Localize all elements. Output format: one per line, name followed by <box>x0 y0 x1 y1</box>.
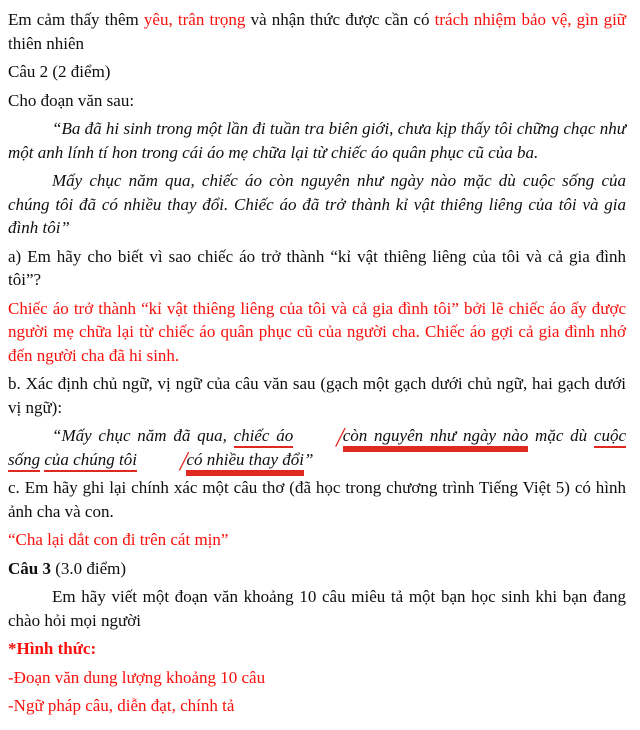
requirements-heading <box>8 637 626 661</box>
passage-paragraph-1 <box>8 117 626 164</box>
text-segment: (3.0 điểm) <box>50 558 127 578</box>
text-segment: Câu 2 (2 điểm) <box>8 62 111 81</box>
text-segment: Em hãy viết một đoạn văn khoảng 10 câu miêu tả một bạn học sinh khi bạn đang chào hỏi mọi người <box>8 587 626 630</box>
question-2b <box>8 372 626 419</box>
requirement-2 <box>8 694 626 718</box>
question-2a <box>8 245 626 292</box>
text-segment: “Mấy chục năm đã qua, <box>52 426 234 445</box>
text-segment: “Ba đã hi sinh trong một lần đi tuần tra biên giới, chưa kịp thấy tôi chững chạc như một anh lính tí hon trong cái áo mẹ chữa lại từ chiếc áo quân phục cũ của ba. <box>8 119 626 162</box>
document-body <box>8 8 626 718</box>
passage-paragraph-2 <box>8 169 626 240</box>
text-segment: cuộc sống <box>8 426 626 472</box>
text-segment: của chúng tôi <box>44 450 137 472</box>
text-segment: mặc dù <box>528 426 594 445</box>
text-segment: còn nguyên như ngày nào <box>343 426 529 448</box>
text-segment: ” <box>304 449 314 469</box>
answer-2c <box>8 528 626 552</box>
text-segment: có nhiều thay đổi <box>186 450 304 472</box>
text-segment: trách nhiệm bảo vệ, gìn giữ <box>434 10 627 29</box>
answer-2b-annotated-sentence: “Mấy chục năm đã qua, chiếc áo /còn nguyên như ngày nào mặc dù cuộc sống của chúng tôi /có nhiều thay đổi” <box>8 422 626 476</box>
requirement-1 <box>8 666 626 690</box>
passage-intro <box>8 89 626 113</box>
question-2-heading <box>8 60 626 84</box>
text-segment: -Ngữ pháp câu, diễn đạt, chính tả <box>8 696 235 715</box>
text-segment: Cho đoạn văn sau: <box>8 90 135 110</box>
text-segment: -Đoạn văn dung lượng khoảng 10 câu <box>8 667 266 687</box>
question-3-heading <box>8 557 626 581</box>
text-segment: yêu, trân trọng <box>143 10 251 29</box>
text-segment: Chiếc áo trở thành “kỉ vật thiêng liêng của tôi và cả gia đình tôi” bởi lẽ chiếc áo ấy được người mẹ chữa lại từ chiếc áo quân phục cũ của người cha. Chiếc áo gợi cả gia đình nhớ đến người cha đã hi sinh. <box>8 298 626 365</box>
text-segment: b. Xác định chủ ngữ, vị ngữ của câu văn sau (gạch một gạch dưới chủ ngữ, hai gạch dưới vị ngữ): <box>8 374 626 417</box>
text-segment: và nhận thức được cần có <box>250 10 435 29</box>
text-segment: chiếc áo <box>234 426 294 448</box>
text-segment: a) Em hãy cho biết vì sao chiếc áo trở thành “kỉ vật thiêng liêng của tôi và cả gia đình tôi”? <box>8 246 626 289</box>
text-segment: *Hình thức: <box>8 639 97 658</box>
text-segment: Em cảm thấy thêm <box>8 10 144 29</box>
question-3-prompt <box>8 585 626 632</box>
answer-2a <box>8 297 626 368</box>
text-segment: “Cha lại dắt con đi trên cát mịn” <box>8 530 229 549</box>
text-segment: thiên nhiên <box>8 33 85 53</box>
text-segment: Mấy chục năm qua, chiếc áo còn nguyên như ngày nào mặc dù cuộc sống của chúng tôi đã có nhiều thay đổi. Chiếc áo đã trở thành kỉ vật thiêng liêng của tôi và gia đình tôi” <box>8 171 626 237</box>
question-2c <box>8 476 626 523</box>
text-segment: c. Em hãy ghi lại chính xác một câu thơ (đã học trong chương trình Tiếng Việt 5) có hình ảnh cha và con. <box>8 478 626 521</box>
intro-answer-line <box>8 8 626 55</box>
text-segment: Câu 3 <box>8 558 51 578</box>
